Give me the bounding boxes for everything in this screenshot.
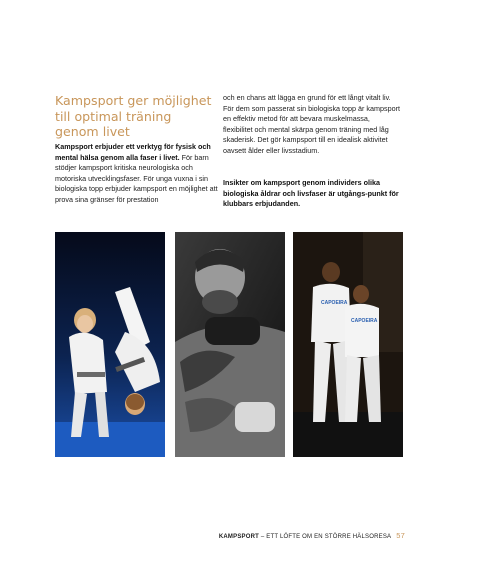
photo-capoeira-duo	[293, 232, 403, 457]
photo-children-judo	[55, 232, 165, 457]
intro-body-text: För barn stödjer kampsport kritiska neurologiska och motoriska utvecklingsfaser. För unga vuxna i sin biologiska topp erbjuder kampsport en möjlighet att prova sina gränser för prestation	[55, 152, 218, 204]
intro-bold-sentence: Kampsport erbjuder ett verktyg för fysisk och mental hälsa genom alla faser i livet.	[55, 142, 211, 162]
photo-mma-fighter	[175, 232, 285, 457]
page-number: 57	[396, 531, 405, 540]
section-heading: Kampsport ger möjlighet till optimal träning genom livet	[55, 93, 212, 139]
insight-paragraph: Insikter om kampsport genom individers olika biologiska åldrar och livsfaser är utgångs-punkt för klubbars erbjudanden.	[223, 178, 399, 209]
shirt-logo-left: CAPOEIRA	[321, 300, 348, 306]
page-footer	[219, 531, 405, 540]
intro-paragraph	[55, 142, 222, 206]
footer-subtitle: – ETT LÖFTE OM EN STÖRRE HÄLSORESA	[259, 534, 392, 540]
footer-brand: KAMPSPORT	[218, 534, 259, 540]
shirt-logo-right: CAPOEIRA	[351, 318, 378, 324]
continuation-paragraph: och en chans att lägga en grund för ett långt vitalt liv. För dem som passerat sin biologiska topp är kampsport en effektiv metod för att bevara muskelmassa, flexibilitet och mental skärpa genom träning med låg skaderisk. Det gör kampsport till en idealisk aktivitet oavsett ålder eller livsstadium.	[223, 93, 400, 155]
